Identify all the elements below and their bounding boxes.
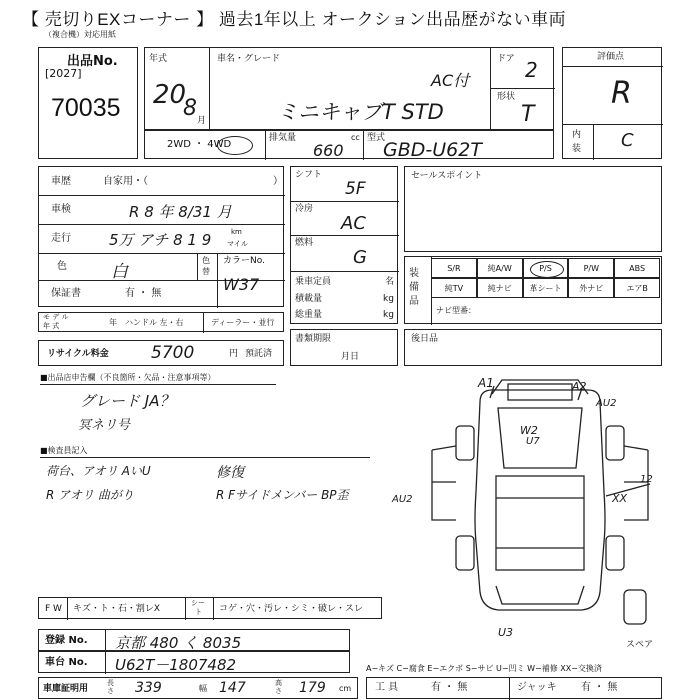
car-body-outline — [475, 390, 605, 610]
drive-type: 2WD ・ 4WD — [167, 139, 232, 150]
shape-value: T — [521, 102, 535, 127]
equipment-item: S/R — [431, 258, 477, 278]
car-diagram — [410, 372, 670, 628]
model-line-dealer: ディーラー・並行 — [211, 318, 275, 327]
displacement-unit: cc — [351, 133, 360, 142]
model-line-label-2: 年 式 — [43, 322, 60, 330]
equipment-item: 純A/W — [477, 258, 523, 278]
equipment-item: 純TV — [431, 278, 477, 298]
lot-code: [2027] — [45, 67, 82, 80]
color-swap-1: 色 — [202, 256, 210, 265]
fw-items: キズ・ト・石・割レX — [73, 604, 160, 614]
tools-row — [366, 677, 662, 699]
defect-row — [38, 597, 382, 619]
sales-point-label: セールスポイント — [411, 171, 483, 181]
door-value: 2 — [525, 58, 538, 82]
history-close: ） — [273, 176, 283, 187]
recycle-value: 5700 — [151, 343, 195, 363]
name-label: 車名・グレード — [217, 54, 281, 64]
inspector-line2: R アオリ 曲がり — [46, 488, 134, 502]
equipment-grid — [431, 258, 660, 298]
ac-value: AC — [341, 213, 366, 234]
name-value: ミニキャブT STD — [277, 100, 444, 124]
diagram-mark-12: 12 — [640, 474, 653, 485]
load-unit: kg — [383, 294, 394, 304]
seat-label-1: シー — [191, 599, 205, 607]
gross-unit: kg — [383, 310, 394, 320]
cert-len-label: 長さ — [107, 679, 114, 695]
banner-text: 【 売切りEXコーナー 】 過去1年以上 オークション出品歴がない車両 — [22, 10, 567, 29]
color-code-value: W37 — [223, 275, 260, 294]
wheel-front-right — [606, 426, 624, 460]
rear-seat-label: 後日品 — [411, 334, 439, 344]
equipment-item: ABS — [614, 258, 660, 278]
inspector-line1: 荷台、アオリ AいU — [46, 464, 151, 478]
cert-label: 車庫証明用 — [43, 684, 89, 694]
cert-len: 339 — [135, 680, 162, 696]
registration-value: 京都 480 く 8035 — [115, 634, 242, 652]
spec-row-box — [144, 130, 554, 159]
doc-period-label: 書類期限 — [295, 334, 332, 344]
tools-label: 工 具 — [375, 682, 399, 693]
cert-height: 179 — [299, 680, 326, 696]
interior-value: C — [621, 130, 634, 151]
banner — [0, 0, 700, 30]
spare-tire — [624, 590, 646, 624]
door-label: ドア — [497, 54, 515, 64]
wheel-rear-left — [456, 536, 474, 570]
equipment-label: 装備品 — [409, 268, 419, 307]
equipment-navi: ナビ型番： — [436, 306, 476, 315]
lot-number: 70035 — [51, 94, 121, 122]
equipment-item: 純ナビ — [477, 278, 523, 298]
diagram-mark-au2-top: AU2 — [596, 398, 617, 409]
seat-label-2: ト — [195, 608, 202, 616]
score-label: 評価点 — [597, 52, 625, 62]
diagram-mark-a1: A1 — [478, 376, 494, 390]
equipment-circle — [530, 261, 564, 278]
year-month-unit: 月 — [197, 116, 207, 126]
interior-label-2: 装 — [572, 144, 582, 154]
doc-period-unit: 月日 — [341, 352, 360, 362]
shift-value: 5F — [345, 179, 366, 199]
mileage-unit-mile: マイル — [227, 240, 248, 248]
equipment-item: 革シート — [523, 278, 569, 298]
seller-notes-line2: 冥ネリ号 — [78, 418, 131, 433]
sheet-subtitle: （複合機）対応用紙 — [44, 30, 116, 39]
score-value: R — [611, 76, 632, 111]
capacity-label: 乗車定員 — [295, 277, 332, 287]
details-box — [38, 166, 284, 307]
car-bed-outline — [496, 476, 584, 570]
diagram-mark-w2: W2 — [520, 424, 538, 437]
year-month: 8 — [183, 96, 197, 121]
chassis-row — [38, 651, 350, 673]
model-value: GBD-U62T — [383, 139, 482, 161]
cert-height-label: 高さ — [275, 679, 282, 695]
model-label: 型式 — [367, 133, 386, 143]
mileage-unit-km: km — [231, 228, 242, 236]
fw-label: F W — [45, 604, 62, 614]
seller-notes-line1: グレード JA？ — [80, 392, 175, 410]
jack-label: ジャッキ — [517, 682, 557, 693]
name-note: AC付 — [431, 71, 470, 90]
inspector-label: ■検査員記入 — [40, 446, 88, 455]
equipment-item: エアB — [614, 278, 660, 298]
car-cab-outline — [498, 408, 582, 468]
recycle-note: 預託済 — [245, 349, 273, 359]
doc-period-box — [290, 329, 398, 366]
diagram-mark-a2: A2 — [572, 380, 587, 393]
seller-notes-label: ■出品店申告欄（不良箇所・欠品・注意事項等） — [40, 373, 216, 382]
displacement-label: 排気量 — [269, 133, 297, 143]
mid-box — [290, 166, 398, 324]
cert-width: 147 — [219, 680, 246, 696]
recycle-label: リサイクル料金 — [47, 349, 109, 359]
equipment-item: 外ナビ — [568, 278, 614, 298]
score-box — [562, 47, 662, 159]
jack-value: 有 ・ 無 — [581, 682, 618, 693]
diagram-mark-u7: U7 — [526, 436, 540, 447]
model-line-handle: ハンドル 左・右 — [125, 318, 184, 327]
drive-circle — [217, 136, 253, 155]
registration-row — [38, 629, 350, 651]
cert-width-label: 幅 — [199, 684, 207, 693]
shape-label: 形状 — [497, 92, 516, 102]
recycle-unit: 円 — [229, 349, 239, 359]
cert-unit: cm — [339, 684, 352, 693]
chassis-value: U62T－1807482 — [115, 656, 237, 674]
diagram-mark-xx: XX — [612, 492, 628, 505]
fuel-label: 燃料 — [295, 238, 314, 248]
equipment-item: P/S — [523, 258, 569, 278]
legend: A−キズ C−腐食 E−エクボ S−サビ U−凹ミ W−補修 XX−交換済 — [366, 664, 602, 673]
tools-value: 有 ・ 無 — [431, 682, 468, 693]
history-value: 自家用・（ — [103, 176, 148, 187]
interior-label-1: 内 — [572, 130, 582, 140]
seat-items: コゲ・穴・汚レ・シミ・破レ・スレ — [219, 604, 364, 614]
registration-label: 登録 No. — [45, 635, 88, 646]
model-line-year: 年 — [109, 318, 117, 327]
cert-row — [38, 677, 358, 699]
color-value: 白 — [111, 262, 128, 282]
inspector-line3: 修復 — [216, 465, 244, 481]
spare-label: スペア — [626, 640, 654, 650]
inspection-value: R 8 年 8/31 月 — [129, 203, 232, 221]
wheel-rear-right — [606, 536, 624, 570]
vehicle-header-box — [144, 47, 554, 130]
inspector-line4: R Fサイドメンバー BP歪 — [216, 488, 349, 502]
year-value: 20 — [153, 80, 187, 110]
lot-box — [38, 47, 138, 159]
mileage-label: 走行 — [51, 233, 71, 244]
fuel-value: G — [353, 247, 367, 268]
wheel-front-left — [456, 426, 474, 460]
equipment-item: P/W — [568, 258, 614, 278]
warranty-label: 保証書 — [51, 288, 81, 299]
warranty-value: 有 ・ 無 — [125, 288, 162, 299]
model-line-label-1: モ デ ル — [43, 313, 69, 321]
ac-label: 冷房 — [295, 204, 314, 214]
displacement-value: 660 — [313, 141, 344, 160]
recycle-box — [38, 340, 284, 366]
inspection-label: 車検 — [51, 204, 71, 215]
color-code-label: カラーNo. — [223, 256, 265, 266]
rear-seat-box — [404, 329, 662, 366]
diagram-mark-au2-left: AU2 — [392, 494, 413, 505]
capacity-unit: 名 — [385, 277, 395, 287]
shift-label: シフト — [295, 170, 323, 180]
model-line-box — [38, 312, 284, 332]
color-label: 色 — [57, 261, 67, 272]
gross-label: 総重量 — [295, 310, 323, 320]
chassis-label: 車台 No. — [45, 657, 88, 668]
year-label: 年式 — [149, 54, 168, 64]
lot-label: 出品No. — [67, 54, 118, 69]
sales-point-box — [404, 166, 662, 252]
history-label: 車歴 — [51, 176, 71, 187]
color-swap-2: 替 — [202, 267, 210, 276]
load-label: 積載量 — [295, 294, 323, 304]
mileage-value: 5万 アチ 8 1 9 — [109, 231, 212, 249]
diagram-mark-u3: U3 — [498, 626, 514, 639]
